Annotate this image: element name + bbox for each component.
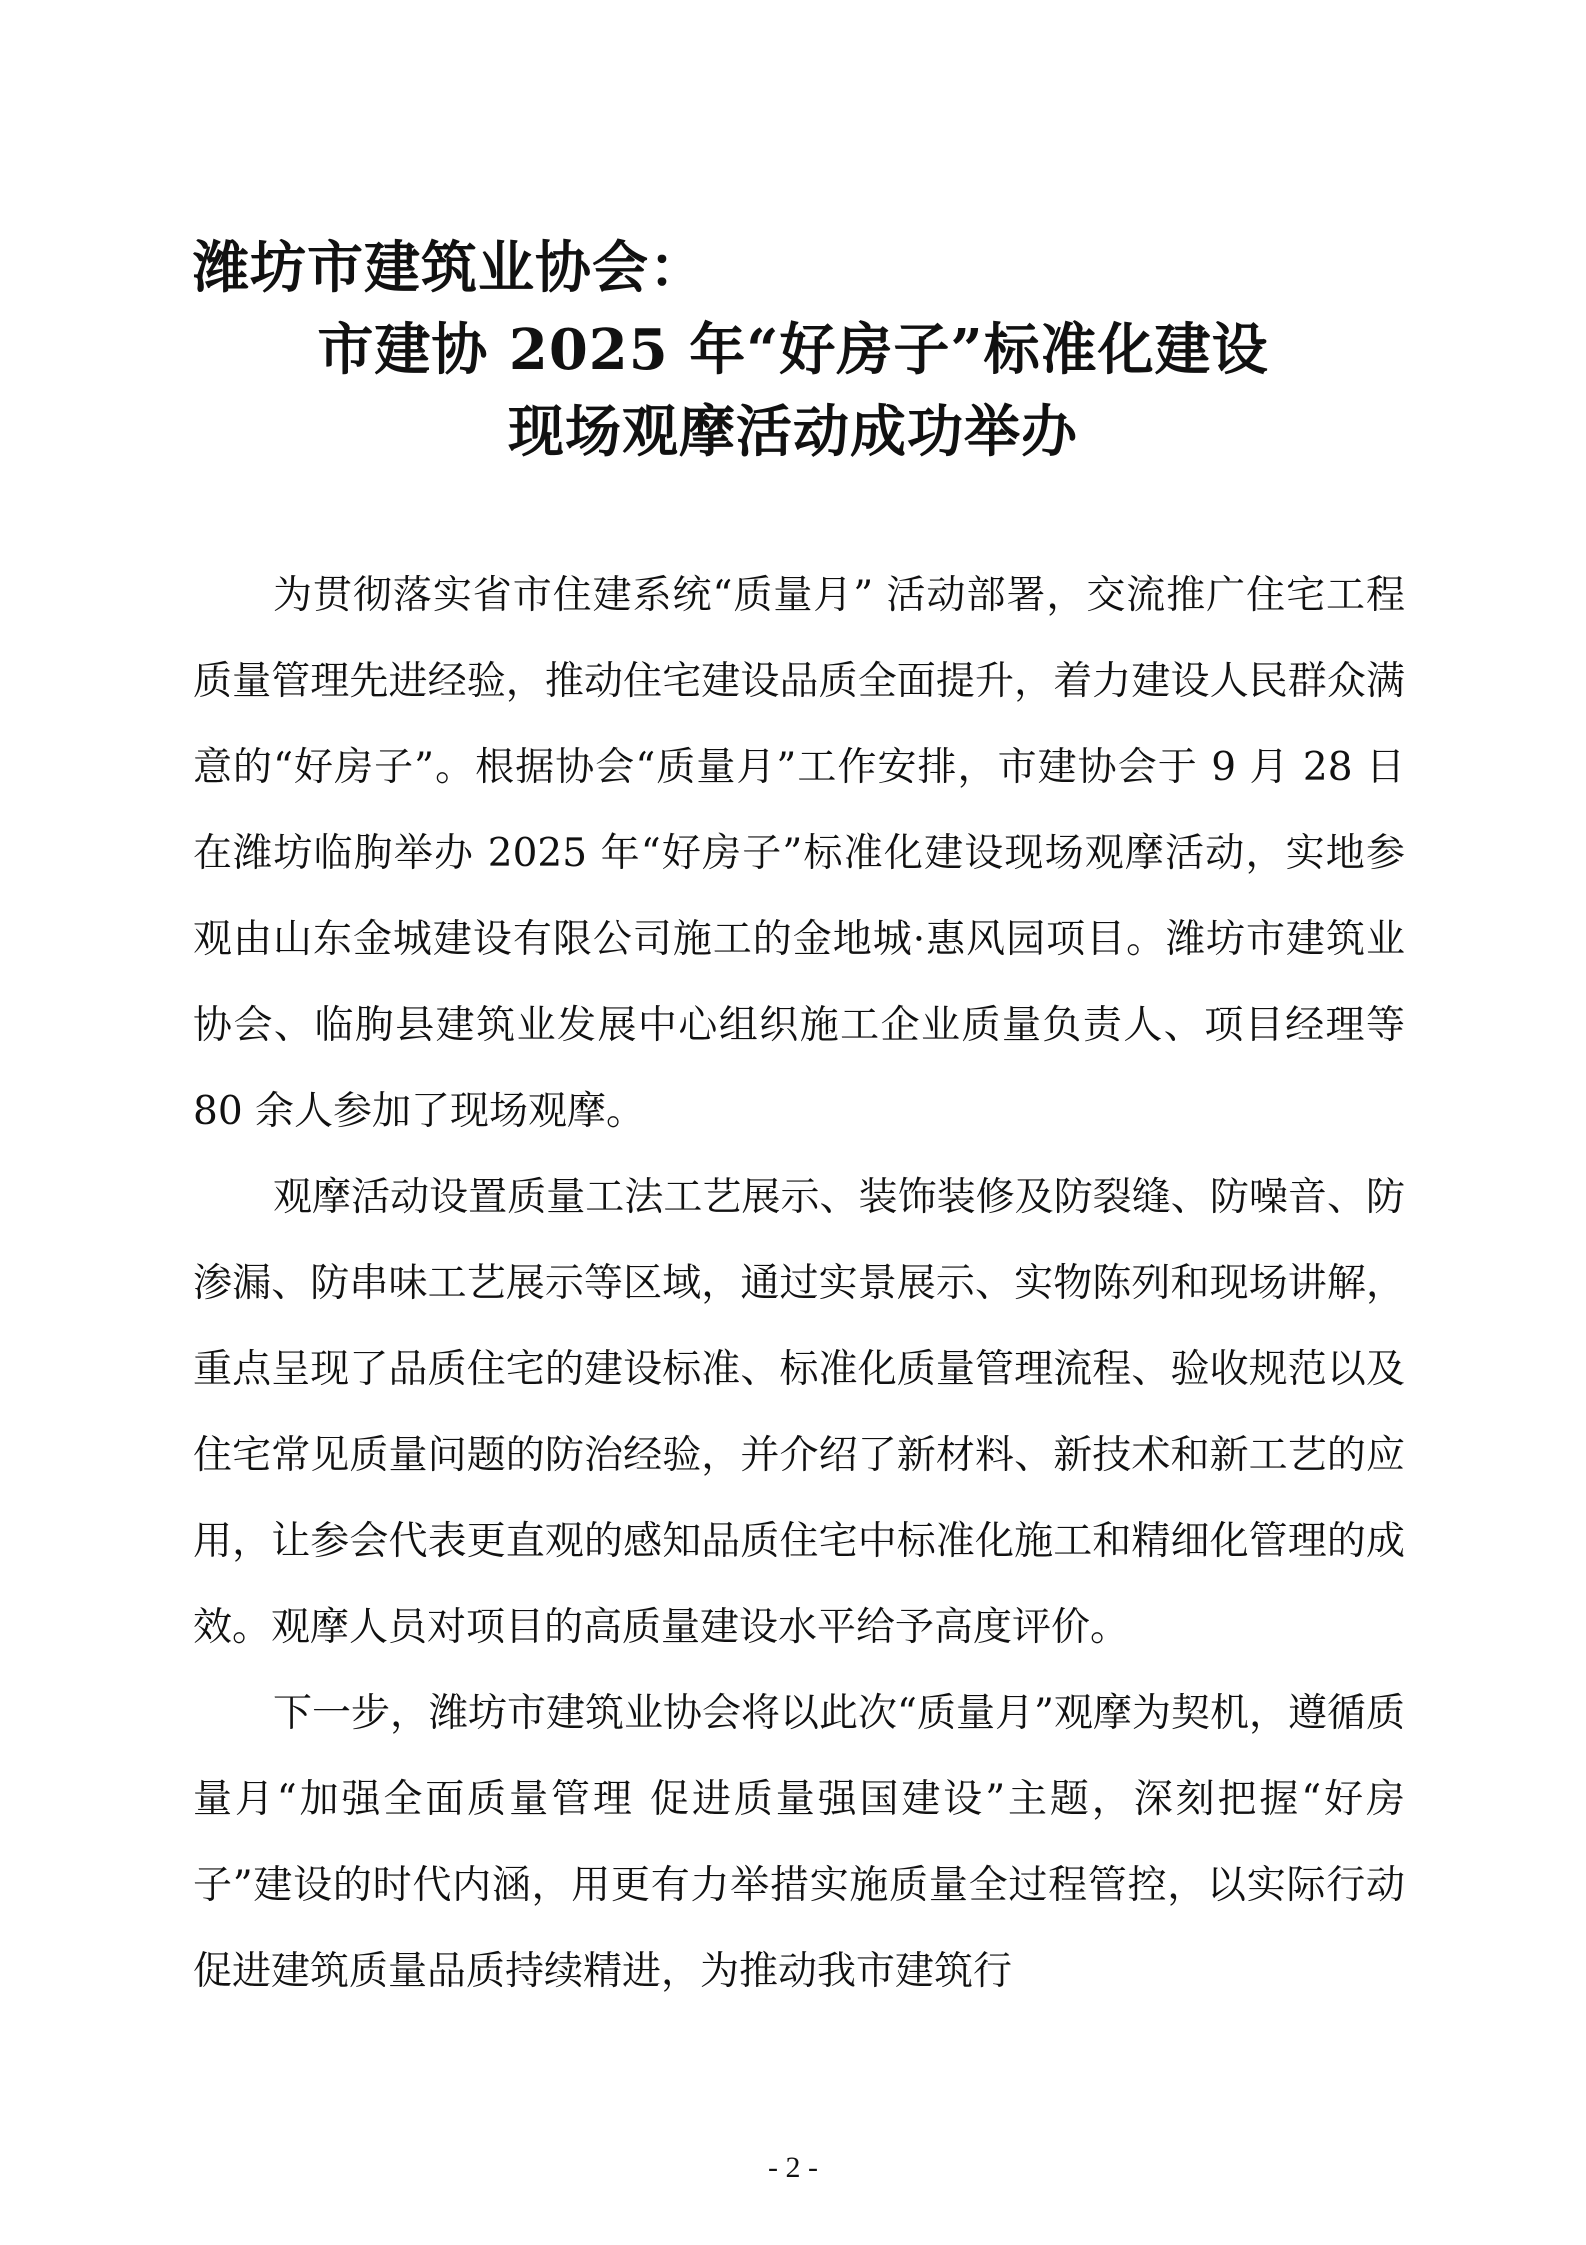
paragraph-2: 观摩活动设置质量工法工艺展示、装饰装修及防裂缝、防噪音、防渗漏、防串味工艺展示等区域，通过实景展示、实物陈列和现场讲解，重点呈现了品质住宅的建设标准、标准化质量管理流程、验收规范以及住宅常见质量问题的防治经验，并介绍了新材料、新技术和新工艺的应用，让参会代表更直观的感知品质住宅中标准化施工和精细化管理的成效。观摩人员对项目的高质量建设水平给予高度评价。 — [193, 1175, 1405, 1650]
paragraph-3: 下一步，潍坊市建筑业协会将以此次“质量月”观摩为契机，遵循质量月“加强全面质量管理 促进质量强国建设”主题，深刻把握“好房子”建设的时代内涵，用更有力举措实施质量全过程管控，以实际行动促进建筑质量品质持续精进，为推动我市建筑行 — [193, 1691, 1405, 1994]
heading-title-line1: 市建协 2025 年“好房子”标准化建设 — [317, 317, 1269, 383]
paragraph-1: 为贯彻落实省市住建系统“质量月” 活动部署，交流推广住宅工程质量管理先进经验，推动住宅建设品质全面提升，着力建设人民群众满意的“好房子”。根据协会“质量月”工作安排，市建协会于 9 月 28 日在潍坊临朐举办 2025 年“好房子”标准化建设现场观摩活动，实地参观由山东金城建设有限公司施工的金地城·惠风园项目。潍坊市建筑业协会、临朐县建筑业发展中心组织施工企业质量负责人、项目经理等 80 余人参加了现场观摩。 — [193, 573, 1405, 1134]
article-body — [193, 553, 1405, 2015]
page-number: - 2 - — [768, 2151, 818, 2184]
heading-title-line2: 现场观摩活动成功举办 — [508, 399, 1078, 465]
heading-organization: 潍坊市建筑业协会： — [193, 235, 706, 301]
